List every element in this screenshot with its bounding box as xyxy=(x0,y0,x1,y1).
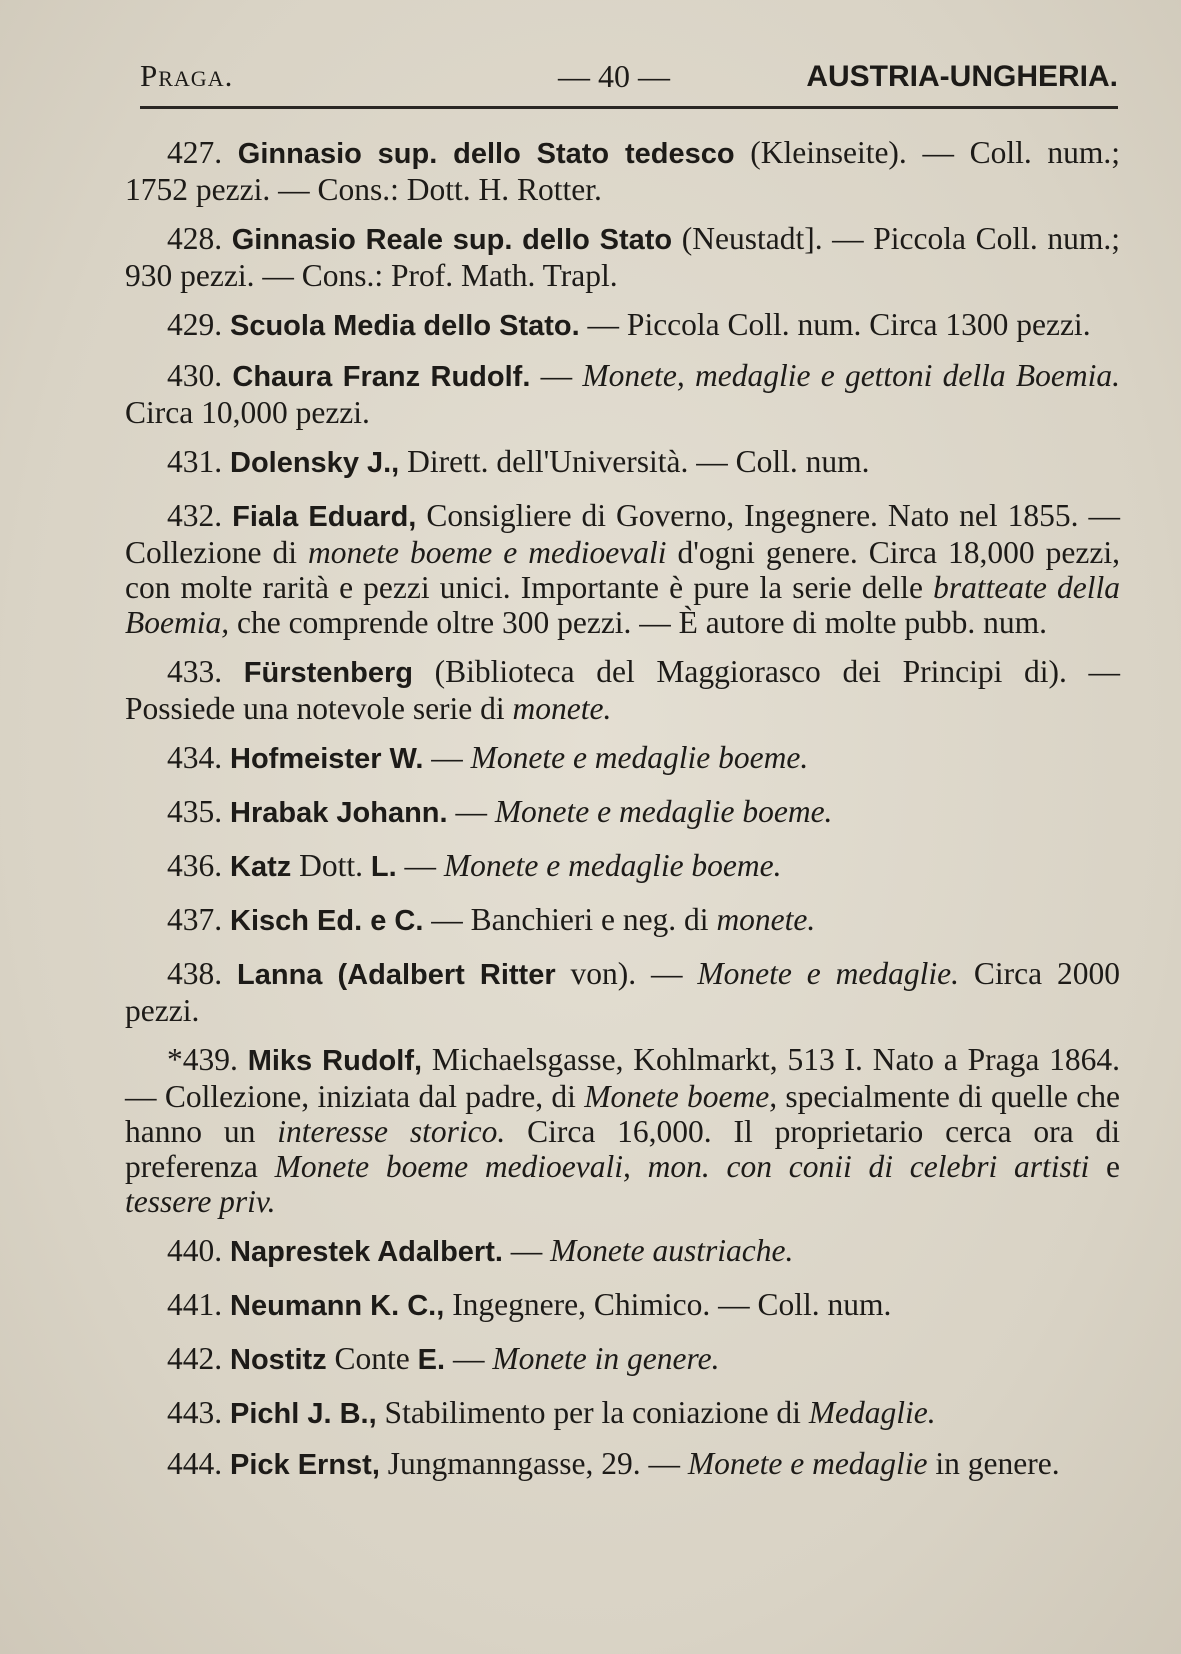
entry-441: 441. Neumann K. C., Ingegnere, Chimico. — Coll. num. xyxy=(167,1287,892,1322)
entry-443: 443. Pichl J. B., Stabilimento per la coniazione di Medaglie. xyxy=(167,1395,936,1430)
page-number: — 40 — xyxy=(558,58,670,94)
entry-440: 440. Naprestek Adalbert. — Monete austriache. xyxy=(167,1233,794,1268)
entry-444: 444. Pick Ernst, Jungmanngasse, 29. — Monete e medaglie in genere. xyxy=(167,1446,1060,1481)
header-rule xyxy=(140,106,1118,109)
entry-435: 435. Hrabak Johann. — Monete e medaglie boeme. xyxy=(167,794,833,829)
entry-436: 436. Katz Dott. L. — Monete e medaglie boeme. xyxy=(167,848,782,883)
entry-442: 442. Nostitz Conte E. — Monete in genere. xyxy=(167,1341,720,1376)
entry-list xyxy=(125,135,1120,1497)
entry-432: 432. Fiala Eduard, Consigliere di Governo, Ingegnere. Nato nel 1855. — Collezione di monete boeme e medioevali d'ogni genere. Circa 18,000 pezzi, con molte rarità e pezzi unici. Importante è pure la serie delle bratteate della Boemia, che comprende oltre 300 pezzi. — È autore di molte pubb. num. xyxy=(125,498,1120,640)
entry-428: 428. Ginnasio Reale sup. dello Stato (Neustadt]. — Piccola Coll. num.; 930 pezzi. — Cons.: Prof. Math. Trapl. xyxy=(125,221,1120,293)
header-country: AUSTRIA-UNGHERIA. xyxy=(806,60,1118,93)
entry-434: 434. Hofmeister W. — Monete e medaglie boeme. xyxy=(167,740,809,775)
entry-438: 438. Lanna (Adalbert Ritter von). — Monete e medaglie. Circa 2000 pezzi. xyxy=(125,956,1121,1028)
entry-430: 430. Chaura Franz Rudolf. — Monete, medaglie e gettoni della Boemia. Circa 10,000 pezzi. xyxy=(125,358,1121,430)
entry-433: 433. Fürstenberg (Biblioteca del Maggiorasco dei Principi di). — Possiede una notevole serie di monete. xyxy=(125,654,1121,726)
entry-437: 437. Kisch Ed. e C. — Banchieri e neg. di monete. xyxy=(167,902,816,937)
entry-427: 427. Ginnasio sup. dello Stato tedesco (Kleinseite). — Coll. num.; 1752 pezzi. — Cons.: Dott. H. Rotter. xyxy=(125,135,1121,207)
entry-431: 431. Dolensky J., Dirett. dell'Università. — Coll. num. xyxy=(167,444,870,479)
entry-429: 429. Scuola Media dello Stato. — Piccola Coll. num. Circa 1300 pezzi. xyxy=(167,307,1091,342)
entry-439: *439. Miks Rudolf, Michaelsgasse, Kohlmarkt, 513 I. Nato a Praga 1864. — Collezione, iniziata dal padre, di Monete boeme, specialmente di quelle che hanno un interesse storico. Circa 16,000. Il proprietario cerca ora di preferenza Monete boeme medioevali, mon. con conii di celebri artisti e tessere priv. xyxy=(125,1042,1121,1219)
header-city: Praga. xyxy=(140,58,234,93)
running-header xyxy=(140,48,1118,100)
